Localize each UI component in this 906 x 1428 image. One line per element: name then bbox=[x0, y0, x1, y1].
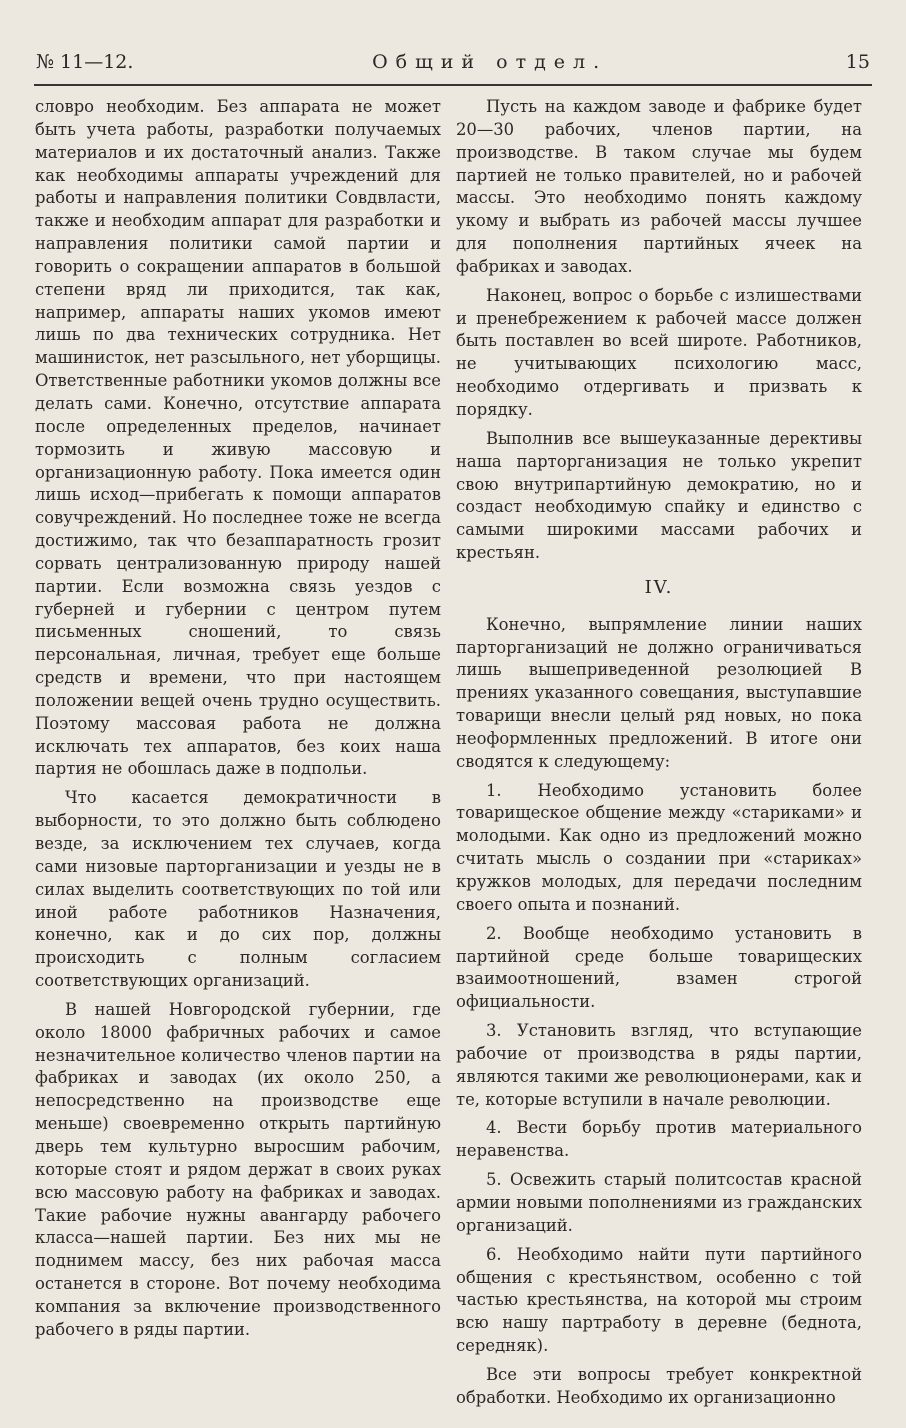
list-item: 2. Вообще необходимо установить в партийной среде больше товарищеских взаимоотношений, взамен строгой официальности. bbox=[456, 923, 862, 1012]
header-rule bbox=[34, 84, 872, 86]
paragraph: Что касается демократичности в выборности, то это должно быть соблюдено везде, за исключением тех случаев, когда сами низовые парторганизации и уезды не в силах выделить соответствующих по той или иной работе работников Назначения, конечно, как и до сих пор, должны происходить с полным согласием соответствующих организаций. bbox=[35, 788, 441, 991]
left-column bbox=[35, 96, 441, 1342]
list-item: 1. Необходимо установить более товарищеское общение между «стариками» и молодыми. Как одно из предложений можно считать мысль о создании при «стариках» кружков молодых, для передачи последним своего опыта и познаний. bbox=[456, 780, 862, 914]
list-item: 5. Освежить старый политсостав красной армии новыми пополнениями из гражданских организаций. bbox=[456, 1170, 862, 1235]
paragraph: Пусть на каждом заводе и фабрике будет 20—30 рабочих, членов партии, на производстве. В таком случае мы будем партией не только правителей, но и рабочей массы. Это необходимо понять каждому укому и выбрать из рабочей массы лучшее для пополнения партийных ячеек на фабриках и заводах. bbox=[456, 97, 862, 276]
page-number: 15 bbox=[845, 51, 870, 73]
list-item: 3. Установить взгляд, что вступающие рабочие от производства в ряды партии, являются такими же революционерами, как и те, которые вступили в начале революции. bbox=[456, 1021, 862, 1109]
section-title: Общий отдел. bbox=[372, 51, 608, 73]
running-header bbox=[36, 44, 870, 80]
paragraph: словро необходим. Без аппарата не может быть учета работы, разработки получаемых материалов и их достаточный анализ. Также как необходимы аппараты учреждений для работы и направления политики Совдвласти, также и необходим аппарат для разработки и направления политики самой партии и говорить о сокращении аппаратов в большой степени вряд ли приходится, так как, например, аппараты наших укомов имеют лишь по два технических сотрудника. Нет машинисток, нет разсыльного, нет уборщицы. Ответственные работники укомов должны все делать сами. Конечно, отсутствие аппарата после определенных пределов, начинает тормозить и живую массовую и организационную работу. Пока имеется один лишь исход—прибегать к помощи аппаратов совучреждений. Но последнее тоже не всегда достижимо, так что безаппаратность грозит сорвать централизованную природу нашей партии. Если возможна связь уездов с губерней и губернии с центром путем письменных сношений, то связь персональная, личная, требует еще больше средств и времени, что при настоящем положении вещей очень трудно осуществить. Поэтому массовая работа не должна исключать тех аппаратов, без коих наша партия не обошлась даже в подпольи. bbox=[35, 97, 441, 779]
issue-number: № 11—12. bbox=[36, 51, 134, 73]
right-column bbox=[456, 96, 862, 1410]
section-heading: IV. bbox=[644, 576, 674, 598]
paragraph: В нашей Новгородской губернии, где около 18000 фабричных рабочих и самое незначительное количество членов партии на фабриках и заводах (их около 250, а непосредственно на производстве еще меньше) своевременно открыть партийную дверь тем культурно выросшим рабочим, которые стоят и рядом держат в своих руках всю массовую работу на фабриках и заводах. Такие рабочие нужны авангарду рабочего класса—нашей партии. Без них мы не поднимем массу, без них рабочая масса останется в стороне. Вот почему необходима компания за включение производственного рабочего в ряды партии. bbox=[35, 999, 441, 1339]
paragraph: Конечно, выпрямление линии наших парторганизаций не должно ограничиваться лишь вышеприведенной резолюцией В прениях указанного совещания, выступавшие товарищи внесли целый ряд новых, но пока неоформленных предложений. В итоге они сводятся к следующему: bbox=[456, 614, 862, 771]
paragraph: Все эти вопросы требует конкректной обработки. Необходимо их организационно bbox=[456, 1364, 862, 1407]
list-item: 4. Вести борьбу против материального неравенства. bbox=[456, 1118, 862, 1161]
paragraph: Наконец, вопрос о борьбе с излишествами и пренебрежением к рабочей массе должен быть поставлен во всей широте. Работников, не учитывающих психологию масс, необходимо отдергивать и призвать к порядку. bbox=[456, 285, 862, 419]
paragraph: Выполнив все вышеуказанные дерективы наша парторганизация не только укрепит свою внутрипартийную демократию, но и создаст необходимую спайку и единство с самыми широкими массами рабочих и крестьян. bbox=[456, 428, 862, 563]
list-item: 6. Необходимо найти пути партийного общения с крестьянством, особенно с той частью крестьянства, на которой мы строим всю нашу партработу в деревне (беднота, середняк). bbox=[456, 1244, 862, 1356]
